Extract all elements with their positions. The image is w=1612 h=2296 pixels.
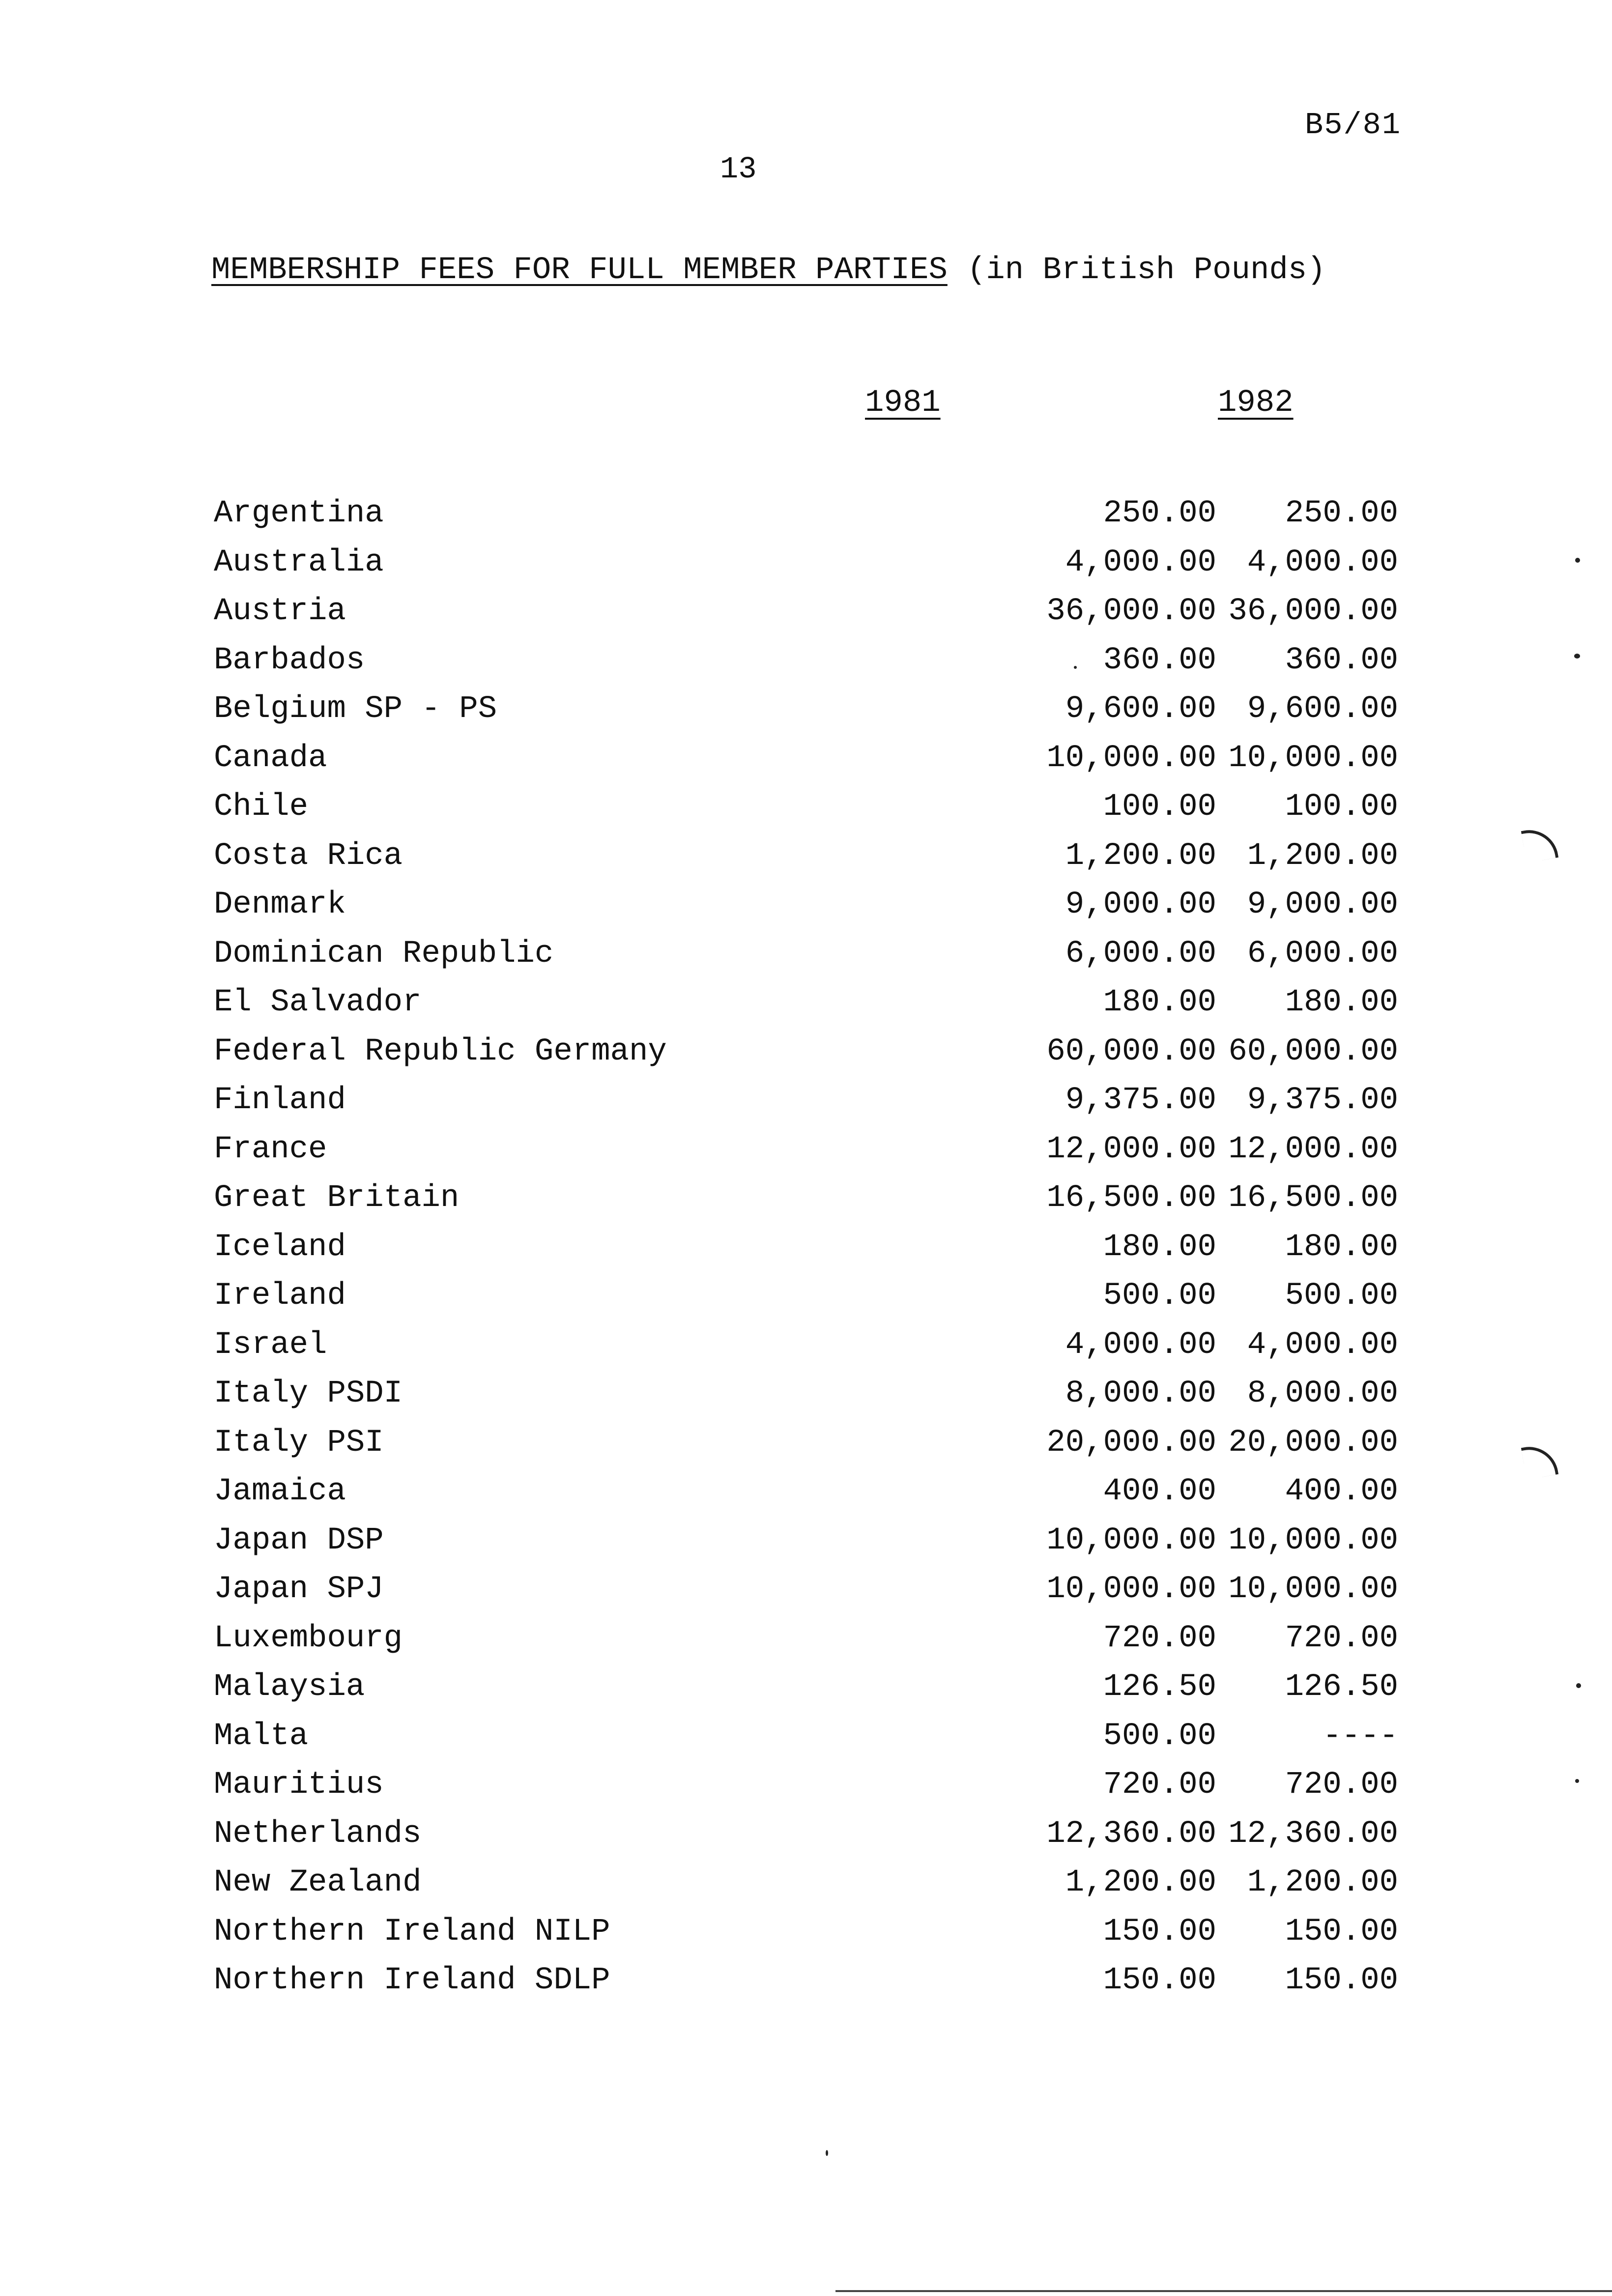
table-row bbox=[214, 638, 1398, 688]
fee-1981-cell: 250.00 bbox=[1103, 496, 1216, 531]
party-name-cell: Japan SPJ bbox=[214, 1572, 384, 1607]
table-row bbox=[214, 589, 1398, 638]
party-name-cell: Costa Rica bbox=[214, 838, 403, 874]
table-row bbox=[214, 1323, 1398, 1372]
party-name-cell: New Zealand bbox=[214, 1865, 422, 1900]
table-row bbox=[214, 687, 1398, 736]
fee-1982-cell: 9,600.00 bbox=[1247, 691, 1398, 727]
fee-1981-cell: 10,000.00 bbox=[1046, 1522, 1216, 1558]
fee-1981-cell: 1,200.00 bbox=[1065, 838, 1216, 874]
party-name-cell: Northern Ireland SDLP bbox=[214, 1963, 610, 1998]
fee-1982-cell: 16,500.00 bbox=[1228, 1180, 1398, 1216]
table-row bbox=[214, 834, 1398, 883]
document-code: B5/81 bbox=[1305, 108, 1402, 143]
fee-1982-cell: 250.00 bbox=[1285, 496, 1398, 531]
fee-1982-cell: 8,000.00 bbox=[1247, 1376, 1398, 1411]
fee-1982-cell: 150.00 bbox=[1285, 1963, 1398, 1998]
title-unit: (in British Pounds) bbox=[967, 253, 1326, 288]
table-row bbox=[214, 1519, 1398, 1568]
fee-1982-cell: 1,200.00 bbox=[1247, 1865, 1398, 1900]
fee-1982-cell: 12,360.00 bbox=[1228, 1816, 1398, 1852]
table-row bbox=[214, 1763, 1398, 1812]
fee-1981-cell: 16,500.00 bbox=[1046, 1180, 1216, 1216]
fee-1982-cell: 1,200.00 bbox=[1247, 838, 1398, 874]
table-row bbox=[214, 1861, 1398, 1910]
party-name-cell: Argentina bbox=[214, 496, 384, 531]
fee-1981-cell: 36,000.00 bbox=[1046, 594, 1216, 629]
fee-1982-cell: 4,000.00 bbox=[1247, 1327, 1398, 1363]
table-row bbox=[214, 1714, 1398, 1763]
fee-1981-cell: 1,200.00 bbox=[1065, 1865, 1216, 1900]
fee-1981-cell: 500.00 bbox=[1103, 1278, 1216, 1314]
party-name-cell: Jamaica bbox=[214, 1474, 346, 1509]
party-name-cell: Ireland bbox=[214, 1278, 346, 1314]
party-name-cell: Denmark bbox=[214, 887, 346, 922]
fee-1981-cell: 180.00 bbox=[1103, 985, 1216, 1020]
table-row bbox=[214, 1127, 1398, 1177]
fee-1981-cell: 9,600.00 bbox=[1065, 691, 1216, 727]
fee-1981-cell: 10,000.00 bbox=[1046, 740, 1216, 776]
fee-1982-cell: 10,000.00 bbox=[1228, 1522, 1398, 1558]
fee-1982-cell: 360.00 bbox=[1285, 642, 1398, 678]
party-name-cell: Chile bbox=[214, 789, 309, 825]
party-name-cell: Finland bbox=[214, 1083, 346, 1118]
table-row bbox=[214, 736, 1398, 785]
fee-1982-cell: 100.00 bbox=[1285, 789, 1398, 825]
fees-table bbox=[214, 491, 1398, 2008]
fee-1982-cell: 720.00 bbox=[1285, 1767, 1398, 1803]
fee-1982-cell: 180.00 bbox=[1285, 1229, 1398, 1265]
table-row bbox=[214, 491, 1398, 541]
binder-mark bbox=[1521, 1442, 1558, 1480]
fee-1981-cell: 150.00 bbox=[1103, 1914, 1216, 1950]
fee-1981-cell: 12,000.00 bbox=[1046, 1131, 1216, 1167]
table-row bbox=[214, 1616, 1398, 1665]
party-name-cell: Australia bbox=[214, 545, 384, 580]
binder-mark bbox=[1521, 826, 1558, 863]
table-row bbox=[214, 932, 1398, 981]
table-row bbox=[214, 541, 1398, 590]
column-header-1981: 1981 bbox=[865, 385, 941, 421]
fee-1981-cell: 500.00 bbox=[1103, 1718, 1216, 1754]
fee-1981-cell: 150.00 bbox=[1103, 1963, 1216, 1998]
fee-1982-cell: 720.00 bbox=[1285, 1620, 1398, 1656]
fee-1982-cell: ---- bbox=[1323, 1718, 1398, 1754]
fee-1982-cell: 400.00 bbox=[1285, 1474, 1398, 1509]
scan-speck bbox=[1574, 654, 1580, 659]
fee-1981-cell: 100.00 bbox=[1103, 789, 1216, 825]
party-name-cell: Austria bbox=[214, 594, 346, 629]
fee-1981-cell: 720.00 bbox=[1103, 1620, 1216, 1656]
table-row bbox=[214, 1274, 1398, 1323]
table-row bbox=[214, 1030, 1398, 1079]
fee-1982-cell: 180.00 bbox=[1285, 985, 1398, 1020]
party-name-cell: Iceland bbox=[214, 1229, 346, 1265]
scan-speck bbox=[1074, 666, 1077, 669]
party-name-cell: Canada bbox=[214, 740, 327, 776]
fee-1981-cell: 12,360.00 bbox=[1046, 1816, 1216, 1852]
page-title bbox=[211, 251, 1326, 290]
fee-1981-cell: 9,375.00 bbox=[1065, 1083, 1216, 1118]
party-name-cell: Mauritius bbox=[214, 1767, 384, 1803]
fee-1982-cell: 9,375.00 bbox=[1247, 1083, 1398, 1118]
party-name-cell: Luxembourg bbox=[214, 1620, 403, 1656]
table-row bbox=[214, 980, 1398, 1030]
party-name-cell: Federal Republic Germany bbox=[214, 1033, 667, 1069]
party-name-cell: Israel bbox=[214, 1327, 327, 1363]
fee-1982-cell: 150.00 bbox=[1285, 1914, 1398, 1950]
party-name-cell: Italy PSI bbox=[214, 1425, 384, 1461]
table-row bbox=[214, 1225, 1398, 1274]
fee-1981-cell: 6,000.00 bbox=[1065, 936, 1216, 972]
page-edge-rule bbox=[835, 2290, 1612, 2292]
party-name-cell: Northern Ireland NILP bbox=[214, 1914, 610, 1950]
table-row bbox=[214, 883, 1398, 932]
party-name-cell: El Salvador bbox=[214, 985, 422, 1020]
table-row bbox=[214, 1176, 1398, 1225]
scan-speck bbox=[1576, 1683, 1581, 1688]
column-header-1982: 1982 bbox=[1218, 385, 1294, 421]
party-name-cell: Dominican Republic bbox=[214, 936, 554, 972]
table-row bbox=[214, 1372, 1398, 1421]
fee-1982-cell: 6,000.00 bbox=[1247, 936, 1398, 972]
party-name-cell: Japan DSP bbox=[214, 1522, 384, 1558]
party-name-cell: Belgium SP - PS bbox=[214, 691, 497, 727]
fee-1981-cell: 8,000.00 bbox=[1065, 1376, 1216, 1411]
table-row bbox=[214, 1665, 1398, 1714]
table-row bbox=[214, 1421, 1398, 1470]
table-row bbox=[214, 1567, 1398, 1616]
party-name-cell: Barbados bbox=[214, 642, 365, 678]
fee-1982-cell: 36,000.00 bbox=[1228, 594, 1398, 629]
party-name-cell: Netherlands bbox=[214, 1816, 422, 1852]
scan-speck bbox=[826, 2150, 828, 2156]
fee-1981-cell: 720.00 bbox=[1103, 1767, 1216, 1803]
fee-1982-cell: 10,000.00 bbox=[1228, 1572, 1398, 1607]
party-name-cell: Malaysia bbox=[214, 1669, 365, 1705]
table-row bbox=[214, 1469, 1398, 1519]
party-name-cell: Italy PSDI bbox=[214, 1376, 403, 1411]
fee-1981-cell: 4,000.00 bbox=[1065, 545, 1216, 580]
fee-1981-cell: 10,000.00 bbox=[1046, 1572, 1216, 1607]
table-row bbox=[214, 1958, 1398, 2008]
fee-1982-cell: 9,000.00 bbox=[1247, 887, 1398, 922]
party-name-cell: France bbox=[214, 1131, 327, 1167]
fee-1982-cell: 4,000.00 bbox=[1247, 545, 1398, 580]
fee-1982-cell: 12,000.00 bbox=[1228, 1131, 1398, 1167]
table-row bbox=[214, 1910, 1398, 1959]
fee-1981-cell: 400.00 bbox=[1103, 1474, 1216, 1509]
table-row bbox=[214, 1812, 1398, 1861]
fee-1981-cell: 360.00 bbox=[1103, 642, 1216, 678]
party-name-cell: Great Britain bbox=[214, 1180, 460, 1216]
fee-1981-cell: 20,000.00 bbox=[1046, 1425, 1216, 1461]
fee-1982-cell: 10,000.00 bbox=[1228, 740, 1398, 776]
fee-1982-cell: 126.50 bbox=[1285, 1669, 1398, 1705]
fee-1982-cell: 60,000.00 bbox=[1228, 1033, 1398, 1069]
scan-speck bbox=[1575, 1779, 1579, 1783]
fee-1982-cell: 20,000.00 bbox=[1228, 1425, 1398, 1461]
table-row bbox=[214, 785, 1398, 834]
fee-1981-cell: 4,000.00 bbox=[1065, 1327, 1216, 1363]
page-number: 13 bbox=[720, 152, 757, 187]
fee-1981-cell: 126.50 bbox=[1103, 1669, 1216, 1705]
fee-1981-cell: 9,000.00 bbox=[1065, 887, 1216, 922]
fee-1982-cell: 500.00 bbox=[1285, 1278, 1398, 1314]
title-text: MEMBERSHIP FEES FOR FULL MEMBER PARTIES bbox=[211, 253, 948, 288]
table-row bbox=[214, 1078, 1398, 1127]
fee-1981-cell: 180.00 bbox=[1103, 1229, 1216, 1265]
scan-speck bbox=[1575, 558, 1580, 563]
party-name-cell: Malta bbox=[214, 1718, 309, 1754]
fee-1981-cell: 60,000.00 bbox=[1046, 1033, 1216, 1069]
